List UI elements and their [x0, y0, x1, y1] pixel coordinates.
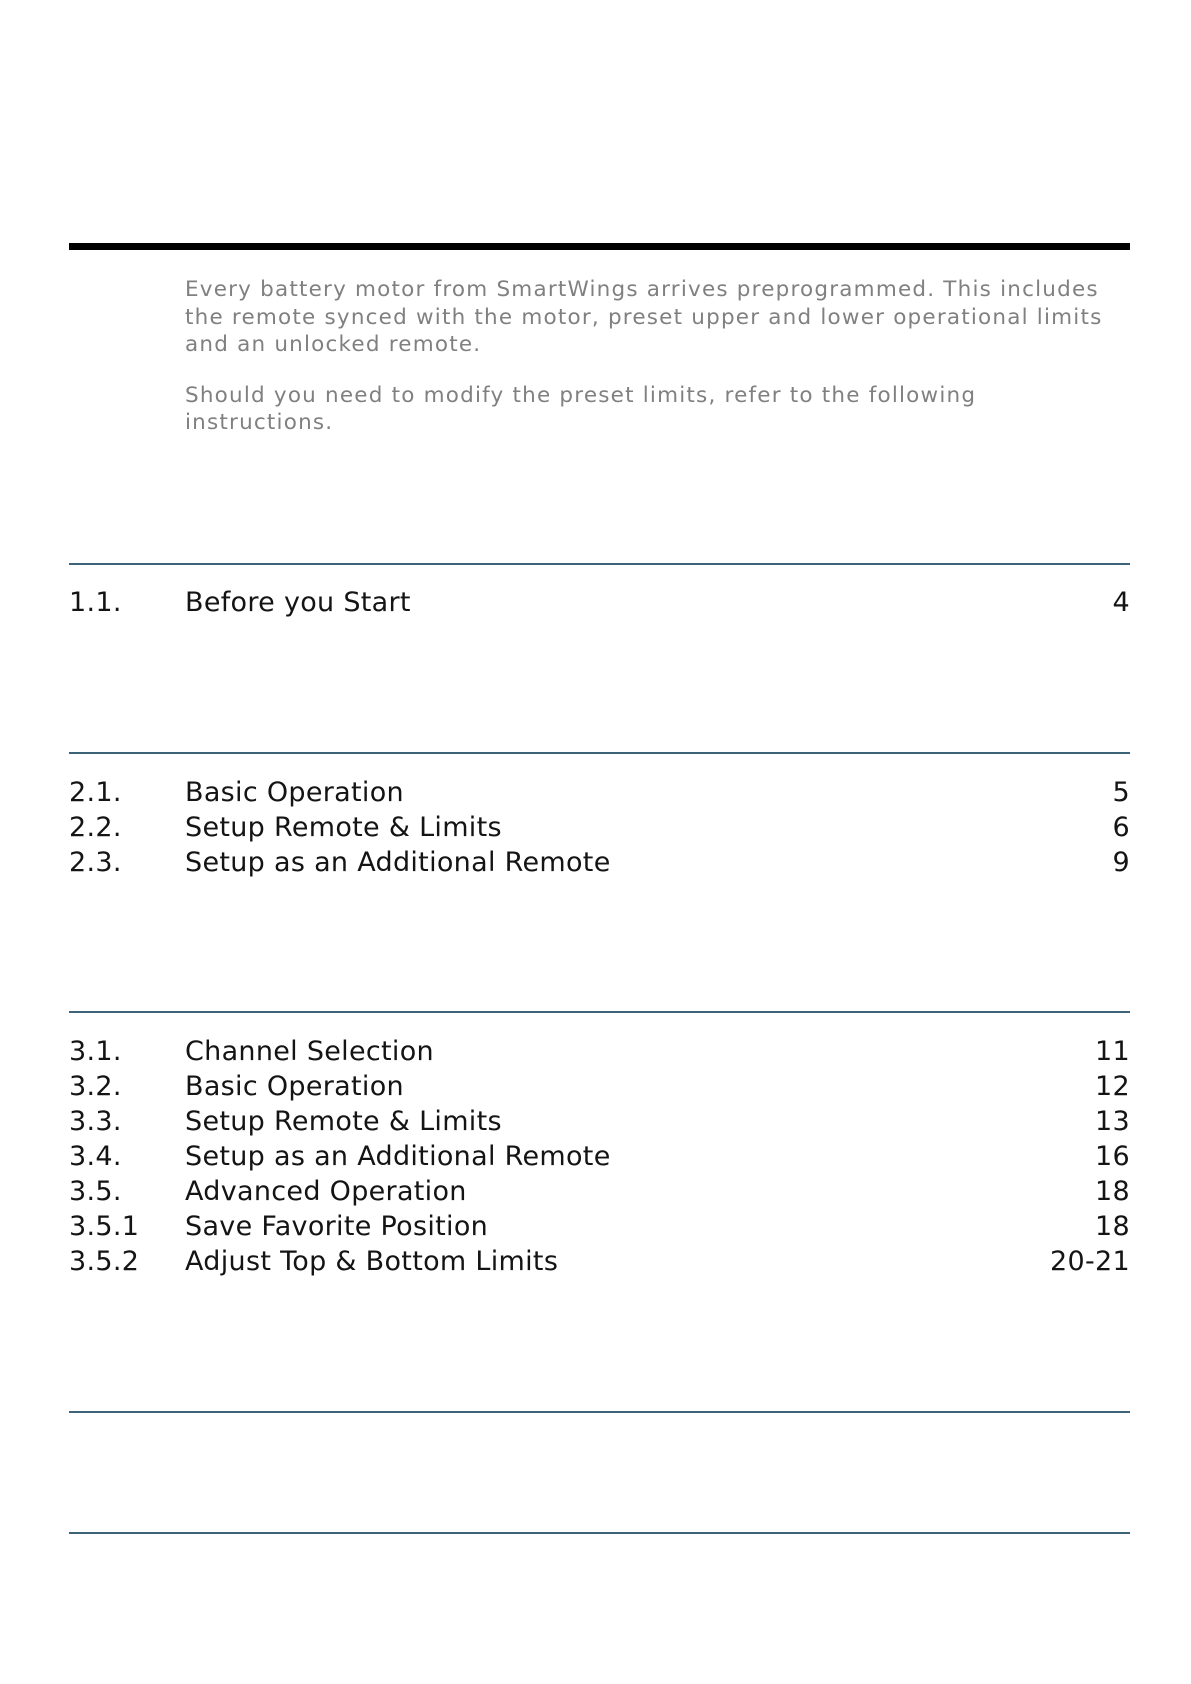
- toc-entry-title: Setup as an Additional Remote: [185, 847, 611, 878]
- toc-entry-title: Basic Operation: [185, 1071, 404, 1102]
- toc-entry-page: 18: [1095, 1176, 1130, 1207]
- toc-entry[interactable]: [69, 1104, 1130, 1139]
- toc-entry[interactable]: [69, 845, 1130, 880]
- toc-entry-title: Basic Operation: [185, 777, 404, 808]
- section-3-divider: [69, 1011, 1130, 1013]
- intro-paragraph-2: Should you need to modify the preset limits, refer to the following instructions.: [185, 382, 977, 435]
- intro-paragraph-1: Every battery motor from SmartWings arrives preprogrammed. This includes the remote synced with the motor, preset upper and lower operational limits and an unlocked remote.: [185, 277, 1103, 357]
- top-heavy-rule: [69, 243, 1130, 250]
- toc-entry-page: 18: [1095, 1211, 1130, 1242]
- toc-entry-page: 9: [1112, 847, 1130, 878]
- toc-entry-page: 20-21: [1050, 1246, 1130, 1277]
- toc-entry-title: Advanced Operation: [185, 1176, 467, 1207]
- toc-entry[interactable]: [69, 810, 1130, 845]
- toc-entry[interactable]: [69, 1069, 1130, 1104]
- section-2-divider: [69, 752, 1130, 754]
- toc-entry[interactable]: [69, 1244, 1130, 1279]
- toc-entry-number: 3.2.: [69, 1071, 122, 1102]
- section-1-divider: [69, 563, 1130, 565]
- toc-entry-page: 13: [1095, 1106, 1130, 1137]
- toc-entry-number: 2.3.: [69, 847, 122, 878]
- toc-entry-title: Channel Selection: [185, 1036, 434, 1067]
- toc-section-2: [69, 775, 1130, 880]
- toc-entry-number: 3.5.2: [69, 1246, 140, 1277]
- toc-entry-number: 1.1.: [69, 587, 122, 618]
- toc-entry-number: 2.1.: [69, 777, 122, 808]
- toc-entry[interactable]: [69, 1209, 1130, 1244]
- toc-entry-page: 11: [1095, 1036, 1130, 1067]
- toc-entry-number: 3.5.1: [69, 1211, 140, 1242]
- toc-entry-title: Setup as an Additional Remote: [185, 1141, 611, 1172]
- toc-entry-title: Before you Start: [185, 587, 411, 618]
- toc-entry[interactable]: [69, 775, 1130, 810]
- toc-entry[interactable]: [69, 1139, 1130, 1174]
- toc-entry-number: 3.5.: [69, 1176, 122, 1207]
- toc-entry-page: 16: [1095, 1141, 1130, 1172]
- toc-section-3: [69, 1034, 1130, 1279]
- toc-entry-number: 2.2.: [69, 812, 122, 843]
- toc-entry-title: Setup Remote & Limits: [185, 1106, 502, 1137]
- toc-entry-number: 3.3.: [69, 1106, 122, 1137]
- toc-entry[interactable]: [69, 1174, 1130, 1209]
- section-4-divider: [69, 1411, 1130, 1413]
- toc-entry-page: 12: [1095, 1071, 1130, 1102]
- toc-entry-title: Adjust Top & Bottom Limits: [185, 1246, 559, 1277]
- toc-entry-page: 5: [1112, 777, 1130, 808]
- toc-entry-page: 4: [1112, 587, 1130, 618]
- intro-text: [185, 276, 1130, 460]
- toc-entry-title: Save Favorite Position: [185, 1211, 489, 1242]
- toc-section-1: [69, 585, 1130, 620]
- toc-entry-page: 6: [1112, 812, 1130, 843]
- section-4-end-divider: [69, 1532, 1130, 1534]
- toc-entry-number: 3.4.: [69, 1141, 122, 1172]
- toc-entry-title: Setup Remote & Limits: [185, 812, 502, 843]
- toc-entry[interactable]: [69, 1034, 1130, 1069]
- toc-entry[interactable]: [69, 585, 1130, 620]
- toc-entry-number: 3.1.: [69, 1036, 122, 1067]
